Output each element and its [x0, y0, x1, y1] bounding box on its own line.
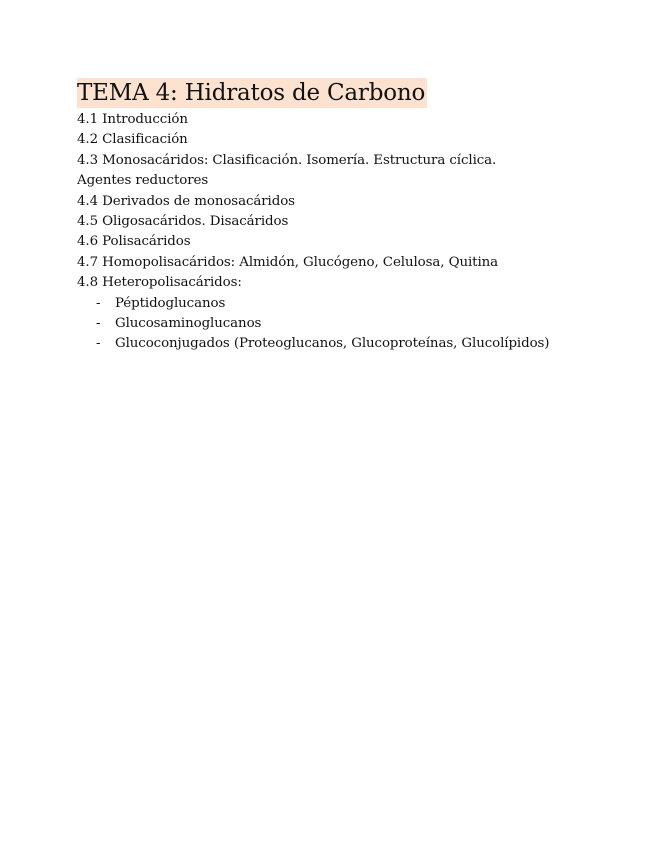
bullet-dash: - [96, 336, 101, 352]
list-item-text: Péptidoglucanos [115, 295, 226, 311]
section-4-6: 4.6 Polisacáridos [77, 234, 191, 250]
section-4-7: 4.7 Homopolisacáridos: Almidón, Glucógeno, Celulosa, Quitina [77, 254, 499, 270]
bullet-dash: - [96, 295, 101, 311]
list-item-text: Glucosaminoglucanos [115, 316, 262, 332]
list-item-text: Glucoconjugados (Proteoglucanos, Glucoproteínas, Glucolípidos) [115, 336, 550, 352]
heteropolysaccharide-list [77, 294, 617, 355]
list-item [77, 314, 617, 334]
section-4-2: 4.2 Clasificación [77, 132, 188, 148]
list-item [77, 294, 617, 314]
section-4-4: 4.4 Derivados de monosacáridos [77, 193, 295, 209]
list-item [77, 334, 617, 354]
document-page [77, 78, 617, 355]
section-4-3: 4.3 Monosacáridos: Clasificación. Isomería. Estructura cíclica. Agentes reductores [77, 152, 497, 189]
section-4-5: 4.5 Oligosacáridos. Disacáridos [77, 214, 289, 230]
document-title: TEMA 4: Hidratos de Carbono [77, 80, 426, 106]
section-4-1: 4.1 Introducción [77, 112, 188, 127]
bullet-dash: - [96, 316, 101, 332]
section-4-8: 4.8 Heteropolisacáridos: [77, 275, 242, 291]
